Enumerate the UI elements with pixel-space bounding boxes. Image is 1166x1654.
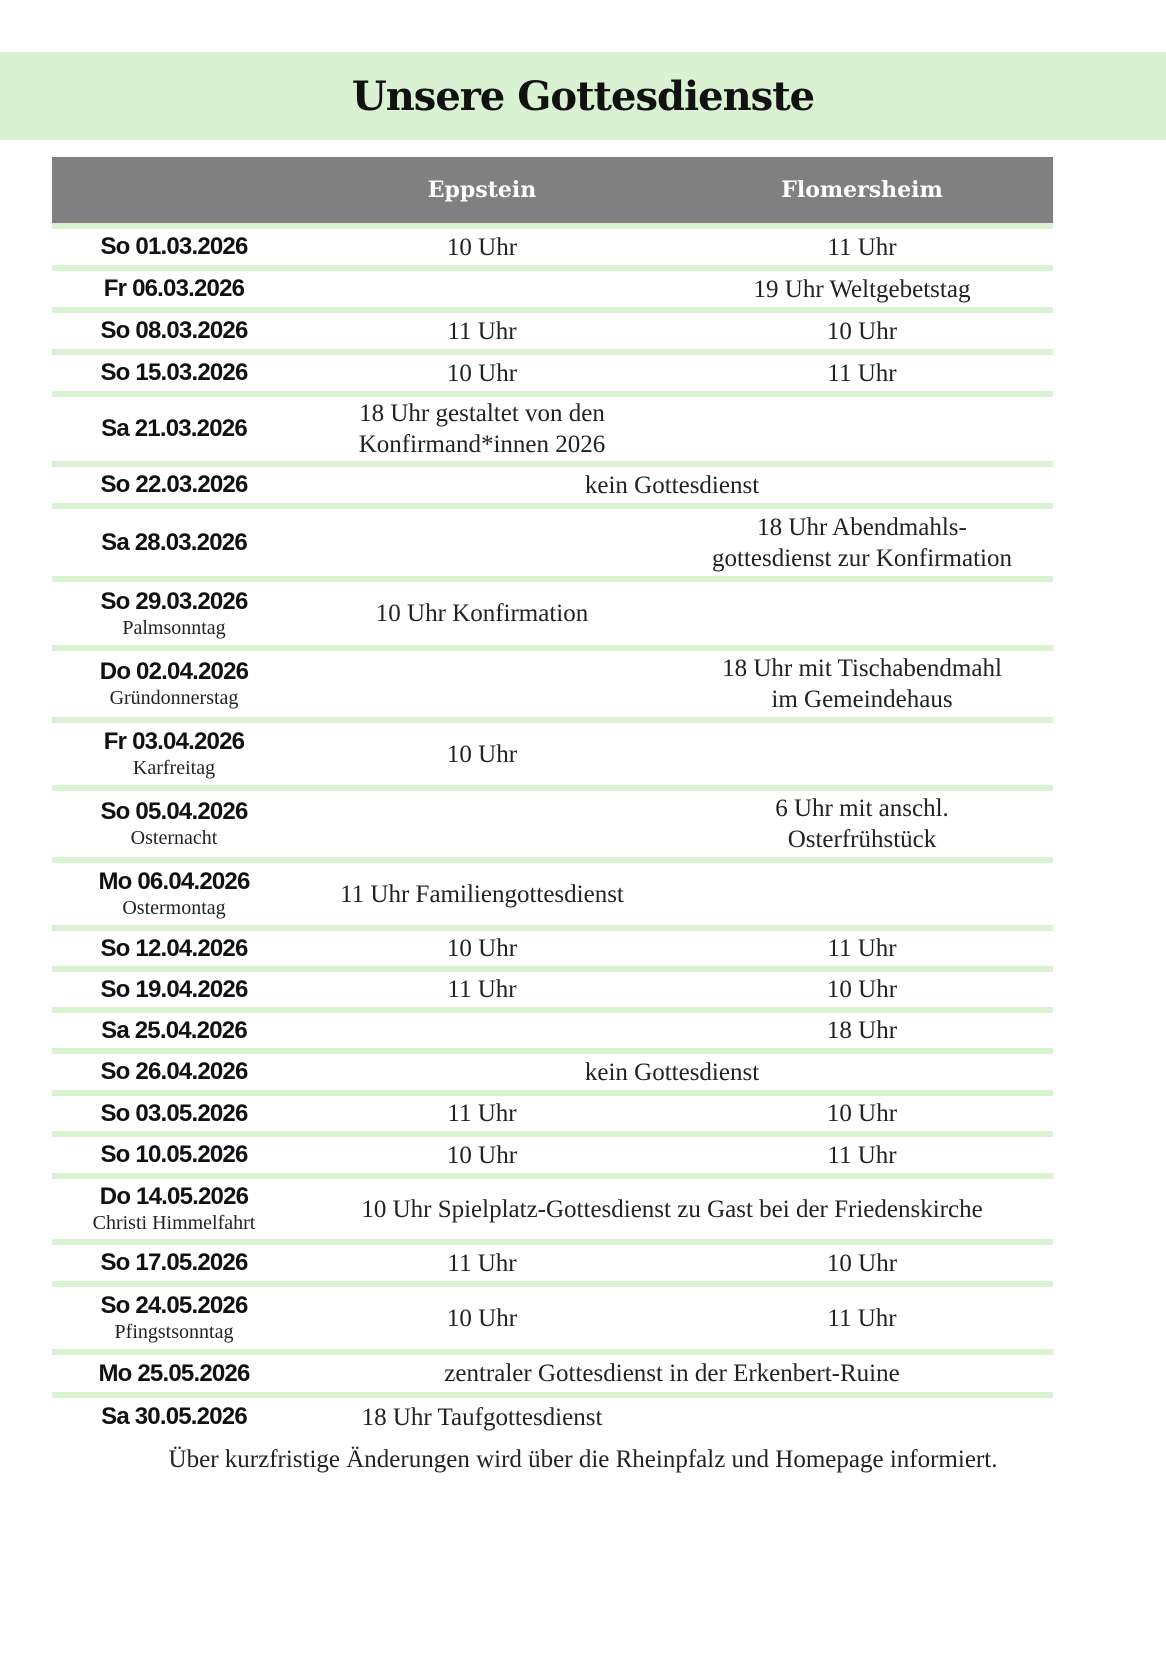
flomersheim-service: 10 Uhr — [826, 1100, 898, 1127]
service-date: So 29.03.2026 — [100, 587, 248, 615]
date-cell — [52, 1054, 296, 1090]
table-row — [52, 1179, 1053, 1239]
date-cell — [52, 723, 296, 785]
service-date: Fr 03.04.2026 — [103, 728, 245, 755]
service-date: Fr 06.03.2026 — [103, 275, 245, 302]
table-row — [52, 397, 1053, 461]
flomersheim-service: 11 Uhr — [827, 359, 897, 387]
date-cell — [52, 229, 296, 265]
service-date: Mo 06.04.2026 — [98, 868, 250, 895]
service-line: gottesdienst zur Konfirmation — [712, 544, 1012, 572]
service-date: So 01.03.2026 — [100, 233, 248, 260]
flomersheim-service: 10 Uhr — [826, 1249, 898, 1277]
table-row — [52, 355, 1053, 391]
date-cell — [52, 863, 296, 925]
column-header-eppstein: Eppstein — [427, 177, 537, 203]
table-header — [52, 157, 1053, 223]
holiday-name: Palmsonntag — [122, 616, 226, 639]
service-date: So 26.04.2026 — [100, 1058, 248, 1085]
eppstein-service: 10 Uhr Konfirmation — [375, 600, 589, 627]
table-row — [52, 313, 1053, 349]
date-cell — [52, 355, 296, 391]
holiday-name: Ostermontag — [122, 897, 226, 919]
table-body — [52, 223, 1053, 1436]
table-row — [52, 1355, 1053, 1392]
service-date: So 10.05.2026 — [100, 1141, 248, 1168]
date-cell — [52, 972, 296, 1007]
date-cell — [52, 582, 296, 645]
holiday-name: Pfingstsonntag — [114, 1321, 234, 1343]
service-date: So 24.05.2026 — [100, 1292, 248, 1319]
table-row — [52, 723, 1053, 785]
date-cell — [52, 313, 296, 349]
service-date: Do 14.05.2026 — [99, 1183, 249, 1210]
holiday-name: Christi Himmelfahrt — [92, 1212, 256, 1234]
flomersheim-service — [682, 509, 1042, 576]
eppstein-service: 10 Uhr — [446, 233, 518, 261]
service-date: So 22.03.2026 — [100, 471, 248, 498]
eppstein-service: 11 Uhr Familiengottesdienst — [340, 880, 624, 908]
table-row — [52, 1287, 1053, 1349]
joint-service: kein Gottesdienst — [584, 471, 760, 499]
table-row — [52, 1054, 1053, 1090]
flomersheim-service: 11 Uhr — [827, 935, 897, 962]
flomersheim-service: 10 Uhr — [826, 317, 898, 345]
service-table — [52, 157, 1053, 1436]
joint-service: zentraler Gottesdienst in der Erkenbert-Ruine — [444, 1360, 900, 1387]
date-cell — [52, 1355, 296, 1392]
flomersheim-service: 11 Uhr — [827, 1141, 897, 1169]
holiday-name: Gründonnerstag — [109, 687, 239, 709]
service-line: 18 Uhr mit Tischabendmahl — [722, 655, 1002, 682]
date-cell — [52, 1137, 296, 1173]
flomersheim-service: 18 Uhr — [826, 1017, 898, 1044]
table-row — [52, 863, 1053, 925]
service-date: So 12.04.2026 — [100, 934, 248, 962]
eppstein-service: 11 Uhr — [447, 976, 517, 1003]
table-row — [52, 1137, 1053, 1173]
service-date: Do 02.04.2026 — [99, 658, 249, 685]
service-date: Sa 30.05.2026 — [101, 1403, 247, 1430]
service-date: Sa 25.04.2026 — [101, 1016, 247, 1044]
date-cell — [52, 1096, 296, 1131]
date-cell — [52, 1398, 296, 1436]
table-row — [52, 1398, 1053, 1436]
service-date: So 03.05.2026 — [100, 1099, 248, 1127]
eppstein-service: 11 Uhr — [447, 1100, 517, 1127]
date-cell — [52, 1013, 296, 1048]
table-row — [52, 1096, 1053, 1131]
table-row — [52, 229, 1053, 265]
column-header-flomersheim: Flomersheim — [781, 177, 943, 203]
table-row — [52, 271, 1053, 307]
eppstein-service: 10 Uhr — [446, 1141, 518, 1169]
service-date: Sa 21.03.2026 — [101, 415, 247, 442]
service-line: Konfirmand*innen 2026 — [358, 431, 606, 458]
date-cell — [52, 509, 296, 576]
date-cell — [52, 931, 296, 966]
service-date: So 08.03.2026 — [100, 317, 248, 344]
flomersheim-service — [682, 791, 1042, 857]
joint-service: kein Gottesdienst — [584, 1058, 760, 1086]
table-row — [52, 791, 1053, 857]
table-row — [52, 931, 1053, 966]
date-cell — [52, 1245, 296, 1281]
service-line: 6 Uhr mit anschl. — [775, 795, 949, 822]
holiday-name: Osternacht — [130, 827, 218, 849]
flomersheim-service: 19 Uhr Weltgebetstag — [753, 275, 971, 303]
service-date: Sa 28.03.2026 — [101, 528, 247, 556]
joint-service: 10 Uhr Spielplatz-Gottesdienst zu Gast bei der Friedenskirche — [361, 1195, 983, 1223]
eppstein-service — [302, 397, 662, 461]
eppstein-service: 18 Uhr Taufgottesdienst — [361, 1403, 603, 1431]
flomersheim-service: 11 Uhr — [827, 1304, 897, 1332]
table-row — [52, 467, 1053, 503]
service-date: So 17.05.2026 — [100, 1249, 248, 1276]
flomersheim-service — [682, 651, 1042, 717]
date-cell — [52, 791, 296, 857]
table-row — [52, 972, 1053, 1007]
table-row — [52, 1245, 1053, 1281]
eppstein-service: 10 Uhr — [446, 935, 518, 962]
footnote: Über kurzfristige Änderungen wird über die Rheinpfalz und Homepage informiert. — [168, 1446, 998, 1473]
eppstein-service: 10 Uhr — [446, 1304, 518, 1332]
eppstein-service: 10 Uhr — [446, 740, 518, 768]
date-cell — [52, 271, 296, 307]
service-date: Mo 25.05.2026 — [98, 1359, 250, 1387]
service-line: 18 Uhr Abendmahls- — [757, 513, 967, 541]
service-line: 18 Uhr gestaltet von den — [359, 400, 605, 427]
service-date: So 19.04.2026 — [100, 975, 248, 1003]
title-band — [0, 52, 1166, 140]
eppstein-service: 11 Uhr — [447, 317, 517, 345]
service-line: Osterfrühstück — [787, 826, 937, 853]
eppstein-service: 10 Uhr — [446, 359, 518, 387]
table-row — [52, 582, 1053, 645]
flomersheim-service: 10 Uhr — [826, 976, 898, 1003]
flomersheim-service: 11 Uhr — [827, 233, 897, 261]
date-cell — [52, 1179, 296, 1239]
table-row — [52, 651, 1053, 717]
date-cell — [52, 1287, 296, 1349]
date-cell — [52, 397, 296, 461]
service-date: So 05.04.2026 — [100, 798, 248, 825]
holiday-name: Karfreitag — [132, 757, 216, 779]
service-date: So 15.03.2026 — [100, 359, 248, 386]
date-cell — [52, 467, 296, 503]
page-title: Unsere Gottesdienste — [351, 72, 815, 120]
table-row — [52, 1013, 1053, 1048]
service-line: im Gemeindehaus — [771, 686, 953, 713]
table-row — [52, 509, 1053, 576]
eppstein-service: 11 Uhr — [447, 1249, 517, 1277]
date-cell — [52, 651, 296, 717]
